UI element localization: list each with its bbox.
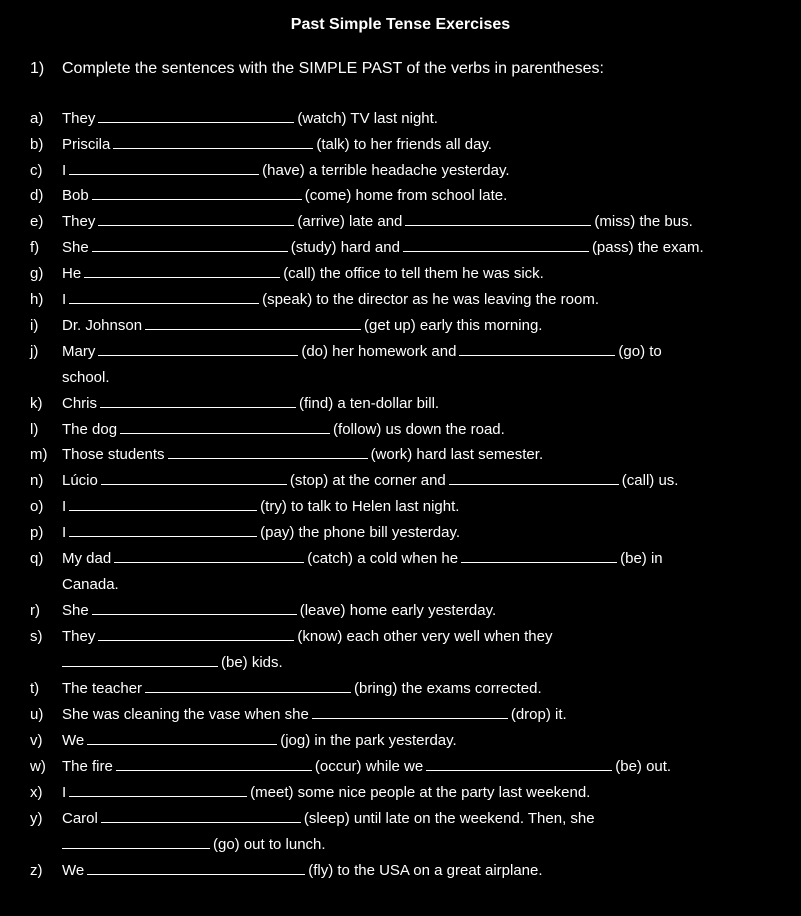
sentence-f: f) She (study) hard and (pass) the exam. <box>30 239 704 256</box>
answer-blank[interactable] <box>92 614 297 615</box>
answer-blank[interactable] <box>92 199 302 200</box>
answer-blank[interactable] <box>69 174 259 175</box>
exercise-number: 1) <box>30 60 45 77</box>
answer-blank[interactable] <box>101 822 301 823</box>
answer-blank[interactable] <box>461 562 617 563</box>
answer-blank[interactable] <box>62 666 218 667</box>
answer-blank[interactable] <box>87 874 305 875</box>
answer-blank[interactable] <box>312 718 508 719</box>
answer-blank[interactable] <box>426 770 612 771</box>
answer-blank[interactable] <box>145 329 361 330</box>
answer-blank[interactable] <box>449 484 619 485</box>
answer-blank[interactable] <box>69 536 257 537</box>
answer-blank[interactable] <box>69 510 257 511</box>
sentence-s-continuation: (be) kids. <box>62 654 283 671</box>
sentence-l: l) The dog (follow) us down the road. <box>30 421 505 438</box>
sentence-q: q) My dad (catch) a cold when he (be) in <box>30 550 663 567</box>
sentence-j: j) Mary (do) her homework and (go) to <box>30 343 662 360</box>
answer-blank[interactable] <box>403 251 589 252</box>
sentence-q-continuation: Canada. <box>62 576 119 593</box>
answer-blank[interactable] <box>87 744 277 745</box>
sentence-x: x) I (meet) some nice people at the party last weekend. <box>30 784 591 801</box>
sentence-k: k) Chris (find) a ten-dollar bill. <box>30 395 440 412</box>
answer-blank[interactable] <box>98 355 298 356</box>
answer-blank[interactable] <box>113 148 313 149</box>
answer-blank[interactable] <box>69 796 247 797</box>
sentence-b: b) Priscila (talk) to her friends all day. <box>30 136 492 153</box>
sentence-e: e) They (arrive) late and (miss) the bus. <box>30 213 693 230</box>
answer-blank[interactable] <box>69 303 259 304</box>
answer-blank[interactable] <box>98 225 294 226</box>
sentence-s: s) They (know) each other very well when they <box>30 628 553 645</box>
answer-blank[interactable] <box>459 355 615 356</box>
sentence-d: d) Bob (come) home from school late. <box>30 187 508 204</box>
page-title: Past Simple Tense Exercises <box>290 16 511 33</box>
answer-blank[interactable] <box>120 433 330 434</box>
answer-blank[interactable] <box>92 251 288 252</box>
answer-blank[interactable] <box>98 640 294 641</box>
answer-blank[interactable] <box>101 484 287 485</box>
answer-blank[interactable] <box>100 407 296 408</box>
answer-blank[interactable] <box>98 122 294 123</box>
answer-blank[interactable] <box>168 458 368 459</box>
exercise-instruction <box>30 60 604 78</box>
answer-blank[interactable] <box>145 692 351 693</box>
answer-blank[interactable] <box>114 562 304 563</box>
sentence-g: g) He (call) the office to tell them he was sick. <box>30 265 544 282</box>
answer-blank[interactable] <box>84 277 280 278</box>
sentence-r: r) She (leave) home early yesterday. <box>30 602 497 619</box>
sentence-a: a) They (watch) TV last night. <box>30 110 438 127</box>
sentence-y: y) Carol (sleep) until late on the weekend. Then, she <box>30 810 595 827</box>
sentence-v: v) We (jog) in the park yesterday. <box>30 732 457 749</box>
sentence-m: m) Those students (work) hard last semester. <box>30 446 544 463</box>
sentence-u: u) She was cleaning the vase when she (drop) it. <box>30 706 567 723</box>
answer-blank[interactable] <box>62 848 210 849</box>
instruction-text: Complete the sentences with the SIMPLE PAST of the verbs in parentheses: <box>62 60 604 77</box>
sentence-j-continuation: school. <box>62 369 110 386</box>
answer-blank[interactable] <box>405 225 591 226</box>
sentence-n: n) Lúcio (stop) at the corner and (call) us. <box>30 472 679 489</box>
sentence-p: p) I (pay) the phone bill yesterday. <box>30 524 461 541</box>
sentence-h: h) I (speak) to the director as he was leaving the room. <box>30 291 600 308</box>
sentence-c: c) I (have) a terrible headache yesterday. <box>30 162 510 179</box>
sentence-y-continuation: (go) out to lunch. <box>62 836 326 853</box>
sentence-o: o) I (try) to talk to Helen last night. <box>30 498 460 515</box>
sentence-w: w) The fire (occur) while we (be) out. <box>30 758 672 775</box>
answer-blank[interactable] <box>116 770 312 771</box>
sentence-t: t) The teacher (bring) the exams corrected. <box>30 680 542 697</box>
sentence-i: i) Dr. Johnson (get up) early this morning. <box>30 317 543 334</box>
sentence-z: z) We (fly) to the USA on a great airplane. <box>30 862 543 879</box>
